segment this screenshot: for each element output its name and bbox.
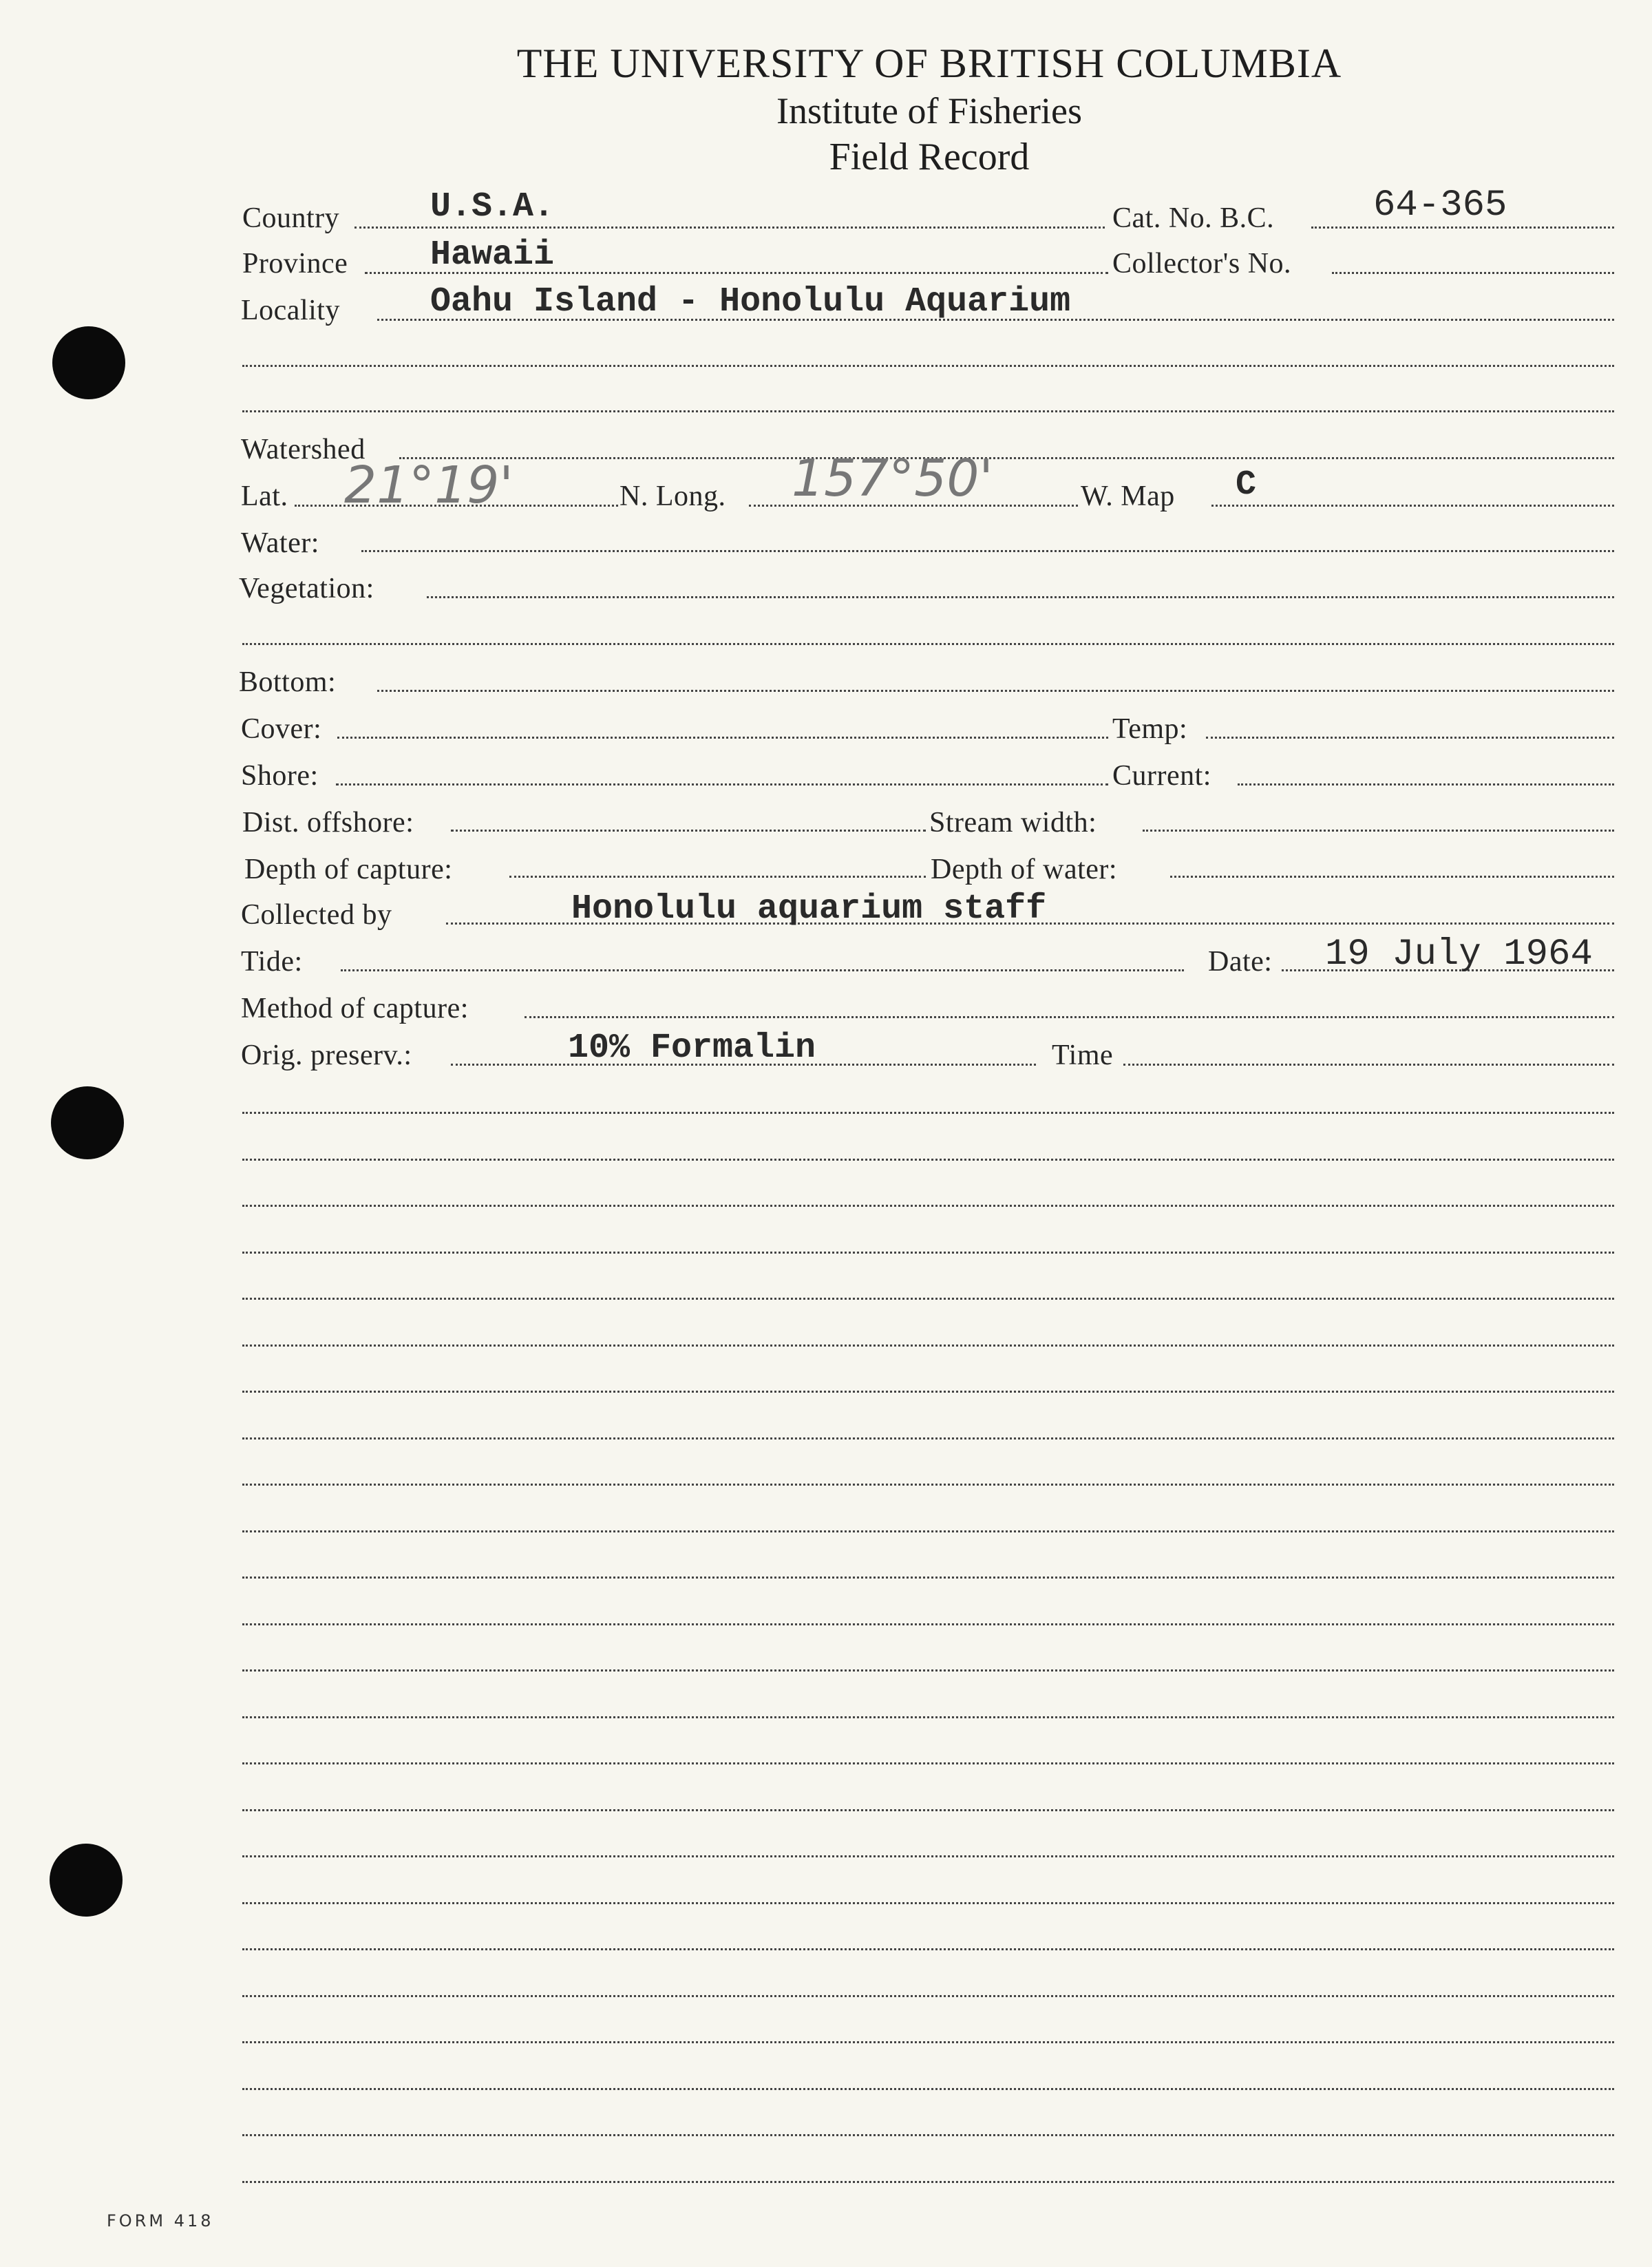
- map-value: C: [1236, 465, 1257, 505]
- lat-label: Lat.: [241, 481, 288, 512]
- orig-preserv-value: 10% Formalin: [568, 1029, 816, 1068]
- depth-water-label: Depth of water:: [931, 854, 1118, 885]
- ruled-line: [242, 1205, 1614, 1207]
- ruled-line: [242, 1716, 1614, 1718]
- shore-line: [336, 783, 1108, 785]
- temp-label: Temp:: [1112, 713, 1188, 745]
- time-line: [1123, 1064, 1614, 1066]
- collectors-no-line: [1332, 272, 1614, 274]
- depth-capture-line: [509, 876, 926, 878]
- locality-line-3: [242, 410, 1614, 412]
- country-value: U.S.A.: [430, 187, 555, 226]
- locality-line-2: [242, 365, 1614, 367]
- current-label: Current:: [1112, 760, 1211, 792]
- cat-no-label: Cat. No. B.C.: [1112, 202, 1275, 234]
- bottom-label: Bottom:: [239, 666, 337, 698]
- tide-line: [341, 969, 1184, 971]
- punch-hole-bottom: [50, 1844, 123, 1917]
- ruled-line: [242, 1669, 1614, 1672]
- ruled-line: [242, 1623, 1614, 1625]
- lat-value: 21°19': [344, 456, 513, 515]
- water-line: [361, 550, 1614, 552]
- locality-label: Locality: [241, 295, 340, 326]
- punch-hole-top: [52, 326, 125, 399]
- watershed-line: [399, 457, 1614, 459]
- current-line: [1238, 783, 1614, 785]
- depth-water-line: [1170, 876, 1614, 878]
- depth-capture-label: Depth of capture:: [244, 854, 453, 885]
- collected-by-label: Collected by: [241, 899, 392, 931]
- ruled-line: [242, 1484, 1614, 1486]
- method-line: [525, 1016, 1614, 1018]
- ruled-line: [242, 1530, 1614, 1532]
- ruled-line: [242, 1437, 1614, 1440]
- ruled-line: [242, 1855, 1614, 1857]
- ruled-line: [242, 1345, 1614, 1347]
- ruled-line: [242, 2088, 1614, 2090]
- ruled-line: [242, 1902, 1614, 1904]
- ruled-line: [242, 2181, 1614, 2183]
- orig-preserv-label: Orig. preserv.:: [241, 1040, 412, 1071]
- ruled-line: [242, 2041, 1614, 2043]
- ruled-line: [242, 1762, 1614, 1764]
- province-label: Province: [242, 248, 348, 280]
- ruled-line: [242, 1298, 1614, 1300]
- vegetation-line-2: [242, 643, 1614, 645]
- collectors-no-label: Collector's No.: [1112, 248, 1292, 280]
- ruled-line: [242, 1577, 1614, 1579]
- collected-by-value: Honolulu aquarium staff: [571, 889, 1047, 929]
- form-number: FORM 418: [107, 2211, 214, 2231]
- cover-label: Cover:: [241, 713, 322, 745]
- country-line: [354, 226, 1105, 229]
- shore-label: Shore:: [241, 760, 319, 792]
- university-title: THE UNIVERSITY OF BRITISH COLUMBIA: [516, 41, 1342, 86]
- cover-line: [337, 737, 1108, 739]
- bottom-line: [377, 690, 1614, 692]
- map-line: [1211, 505, 1614, 507]
- date-label: Date:: [1208, 946, 1273, 978]
- method-label: Method of capture:: [241, 993, 469, 1024]
- ruled-line: [242, 1252, 1614, 1254]
- stream-width-label: Stream width:: [929, 807, 1097, 839]
- temp-line: [1206, 737, 1614, 739]
- dist-offshore-line: [451, 830, 926, 832]
- country-label: Country: [242, 202, 340, 234]
- ruled-line: [242, 2134, 1614, 2136]
- vegetation-line: [427, 596, 1614, 598]
- water-label: Water:: [241, 527, 319, 559]
- stream-width-line: [1143, 830, 1614, 832]
- cat-no-value: 64-365: [1373, 184, 1507, 226]
- ruled-line: [242, 1391, 1614, 1393]
- ruled-line: [242, 1809, 1614, 1811]
- dist-offshore-label: Dist. offshore:: [242, 807, 414, 839]
- time-label: Time: [1052, 1040, 1114, 1071]
- cat-no-line: [1311, 226, 1614, 229]
- watershed-label: Watershed: [241, 434, 366, 465]
- ruled-line: [242, 1159, 1614, 1161]
- vegetation-label: Vegetation:: [239, 573, 374, 604]
- ruled-line: [242, 1112, 1614, 1114]
- long-value: 157°50': [792, 449, 993, 508]
- record-title: Field Record: [829, 136, 1030, 178]
- date-value: 19 July 1964: [1325, 934, 1593, 976]
- w-map-label: W. Map: [1081, 481, 1175, 512]
- locality-value: Oahu Island - Honolulu Aquarium: [430, 282, 1071, 321]
- ruled-line: [242, 1995, 1614, 1997]
- ruled-line: [242, 1948, 1614, 1950]
- institute-title: Institute of Fisheries: [776, 90, 1082, 131]
- n-long-label: N. Long.: [620, 481, 726, 512]
- province-value: Hawaii: [430, 235, 555, 275]
- tide-label: Tide:: [241, 946, 303, 978]
- punch-hole-middle: [51, 1086, 124, 1159]
